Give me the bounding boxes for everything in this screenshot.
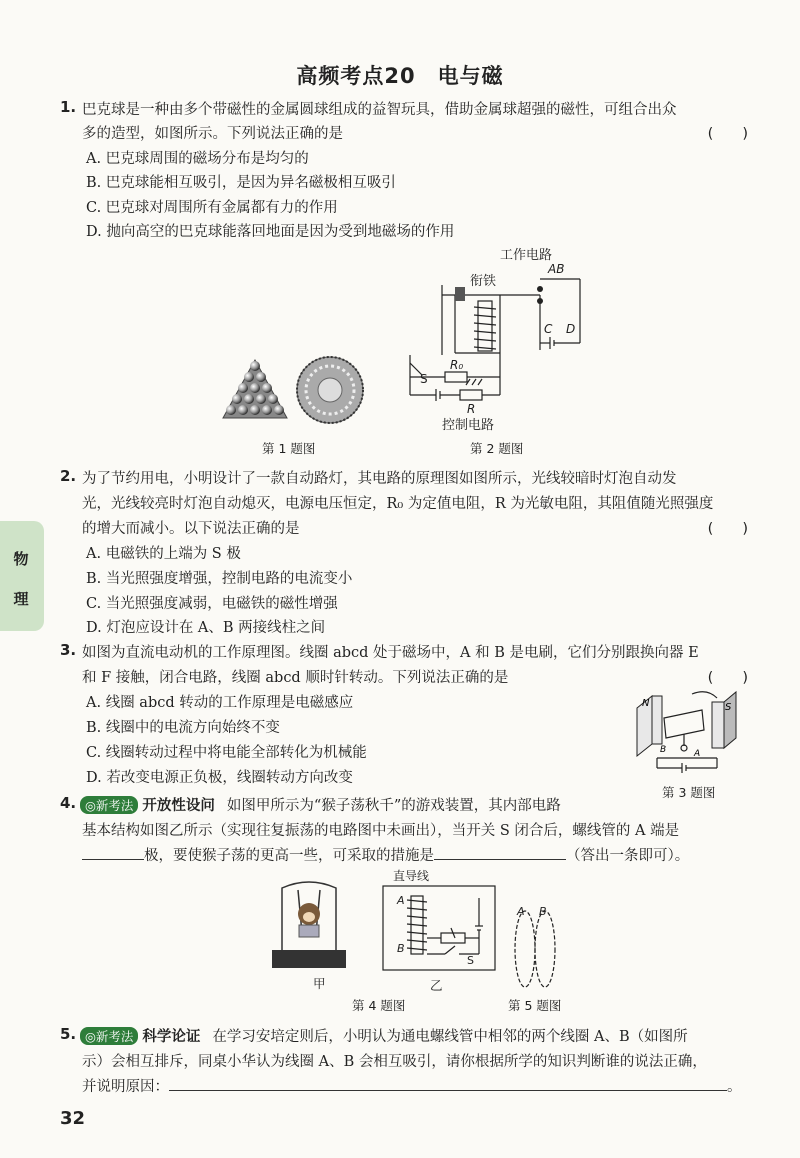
q1-answer-paren: ( ) bbox=[707, 126, 748, 142]
q4-new-method-badge: ◎新考法 bbox=[80, 796, 138, 814]
page-title: 高频考点20 电与磁 bbox=[296, 64, 504, 88]
q2-answer-paren: ( ) bbox=[707, 521, 748, 537]
q5-answer-blank[interactable] bbox=[169, 1078, 727, 1091]
fig2-label-d: D bbox=[566, 322, 576, 336]
q1-option-a: A. 巴克球周围的磁场分布是均匀的 bbox=[86, 151, 309, 167]
q5-header bbox=[80, 1025, 688, 1046]
q4-stem-line3-a: 极，要使猴子荡的更高一些，可采取的措施是 bbox=[144, 848, 434, 864]
svg-text:S: S bbox=[725, 702, 732, 713]
svg-text:B: B bbox=[397, 942, 405, 955]
svg-text:A: A bbox=[694, 749, 701, 759]
q4-blank-measure[interactable] bbox=[434, 847, 566, 860]
figure-3-dc-motor bbox=[632, 688, 742, 774]
figure-4-label-jia: 甲 bbox=[313, 976, 326, 991]
q2-stem-line3: 的增大而减小。以下说法正确的是 bbox=[82, 521, 300, 537]
page-number: 32 bbox=[60, 1108, 86, 1129]
subject-side-tab bbox=[0, 521, 44, 631]
svg-text:S: S bbox=[467, 954, 474, 967]
q4-number: 4. bbox=[60, 794, 77, 812]
svg-text:A: A bbox=[517, 905, 525, 918]
q5-number: 5. bbox=[60, 1025, 77, 1043]
q1-stem-line2: 多的造型，如图所示。下列说法正确的是 bbox=[82, 126, 343, 142]
q2-option-d: D. 灯泡应设计在 A、B 两接线柱之间 bbox=[86, 620, 326, 636]
fig2-label-r0: R₀ bbox=[450, 358, 464, 372]
q4-stem-line1: 如图甲所示为“猴子荡秋千”的游戏装置，其内部电路 bbox=[226, 798, 561, 814]
q3-stem-line2: 和 F 接触，闭合电路，线圈 abcd 顺时针转动。下列说法正确的是 bbox=[82, 670, 509, 686]
q3-stem-line1: 如图为直流电动机的工作原理图。线圈 abcd 处于磁场中，A 和 B 是电刷，它们分别跟换向器 E bbox=[82, 645, 699, 661]
svg-text:A: A bbox=[397, 894, 405, 907]
q5-new-method-badge: ◎新考法 bbox=[80, 1027, 138, 1045]
figure-2-relay-circuit bbox=[400, 245, 600, 435]
q4-tag: 开放性设问 bbox=[142, 798, 215, 814]
q5-stem-line2: 示）会相互排斥，同桌小华认为线圈 A、B 会相互吸引，请你根据所学的知识判断谁的说法正确， bbox=[82, 1054, 707, 1070]
fig2-label-c: C bbox=[544, 322, 553, 336]
figure-4-label-yi: 乙 bbox=[430, 978, 443, 993]
q4-stem-line3 bbox=[82, 844, 689, 865]
q1-stem-line1: 巴克球是一种由多个带磁性的金属圆球组成的益智玩具，借助金属球超强的磁性，可组合出众 bbox=[82, 102, 677, 118]
fig2-label-control-circuit: 控制电路 bbox=[442, 418, 495, 433]
figure-2-caption: 第 2 题图 bbox=[470, 441, 524, 456]
figure-4-caption: 第 4 题图 bbox=[352, 998, 406, 1013]
q5-stem-line1: 在学习安培定则后，小明认为通电螺线管中相邻的两个线圈 A、B（如图所 bbox=[212, 1029, 688, 1045]
figure-1-caption: 第 1 题图 bbox=[262, 441, 316, 456]
q2-option-a: A. 电磁铁的上端为 S 极 bbox=[86, 546, 241, 562]
figure-1-buckyballs bbox=[215, 350, 365, 430]
q3-number: 3. bbox=[60, 641, 77, 659]
q5-end-mark: 。 bbox=[727, 1079, 742, 1095]
q1-option-b: B. 巴克球能相互吸引，是因为异名磁极相互吸引 bbox=[86, 175, 396, 191]
q2-stem-line2: 光，光线较亮时灯泡自动熄灭，电源电压恒定，R₀ 为定值电阻，R 为光敏电阻，其阻值随光照强度 bbox=[82, 496, 714, 512]
q5-stem-line3 bbox=[82, 1075, 742, 1096]
q3-answer-paren: ( ) bbox=[707, 670, 748, 686]
q3-option-b: B. 线圈中的电流方向始终不变 bbox=[86, 720, 280, 736]
q2-option-b: B. 当光照强度增强，控制电路的电流变小 bbox=[86, 571, 353, 587]
q4-blank-pole[interactable] bbox=[82, 847, 144, 860]
fig2-label-s: S bbox=[420, 372, 428, 386]
q2-option-c: C. 当光照强度减弱，电磁铁的磁性增强 bbox=[86, 596, 338, 612]
q4-stem-line3-b: （答出一条即可）。 bbox=[566, 848, 690, 864]
q2-number: 2. bbox=[60, 467, 77, 485]
side-tab-char-1: 物 bbox=[13, 550, 29, 568]
q5-tag: 科学论证 bbox=[142, 1029, 201, 1045]
fig2-label-armature: 衔铁 bbox=[470, 274, 497, 289]
q1-option-d: D. 抛向高空的巴克球能落回地面是因为受到地磁场的作用 bbox=[86, 224, 455, 240]
fig2-label-ab: AB bbox=[548, 262, 565, 276]
svg-text:B: B bbox=[539, 905, 547, 918]
figure-4-solenoid-circuit bbox=[375, 868, 505, 980]
fig2-label-work-circuit: 工作电路 bbox=[500, 248, 553, 263]
q4-header bbox=[80, 794, 561, 815]
figure-4-monkey-swing bbox=[268, 878, 350, 970]
q4-stem-line2: 基本结构如图乙所示（实现往复振荡的电路图中未画出），当开关 S 闭合后，螺线管的 A 端是 bbox=[82, 823, 680, 839]
side-tab-char-2: 理 bbox=[13, 590, 29, 608]
q5-stem-line3-text: 并说明原因： bbox=[82, 1079, 169, 1095]
q2-stem-line1: 为了节约用电，小明设计了一款自动路灯，其电路的原理图如图所示，光线较暗时灯泡自动发 bbox=[82, 471, 677, 487]
fig2-label-r: R bbox=[467, 402, 476, 416]
figure-5-caption: 第 5 题图 bbox=[508, 998, 562, 1013]
q1-number: 1. bbox=[60, 98, 77, 116]
figure-5-two-coils bbox=[505, 905, 565, 991]
q3-option-d: D. 若改变电源正负极，线圈转动方向改变 bbox=[86, 770, 353, 786]
fig4-label-straight-wire: 直导线 bbox=[393, 869, 430, 883]
svg-text:B: B bbox=[660, 745, 667, 755]
q3-option-c: C. 线圈转动过程中将电能全部转化为机械能 bbox=[86, 745, 367, 761]
svg-text:N: N bbox=[642, 698, 650, 709]
figure-3-caption: 第 3 题图 bbox=[662, 785, 716, 800]
q1-option-c: C. 巴克球对周围所有金属都有力的作用 bbox=[86, 200, 338, 216]
q3-option-a: A. 线圈 abcd 转动的工作原理是电磁感应 bbox=[86, 695, 354, 711]
